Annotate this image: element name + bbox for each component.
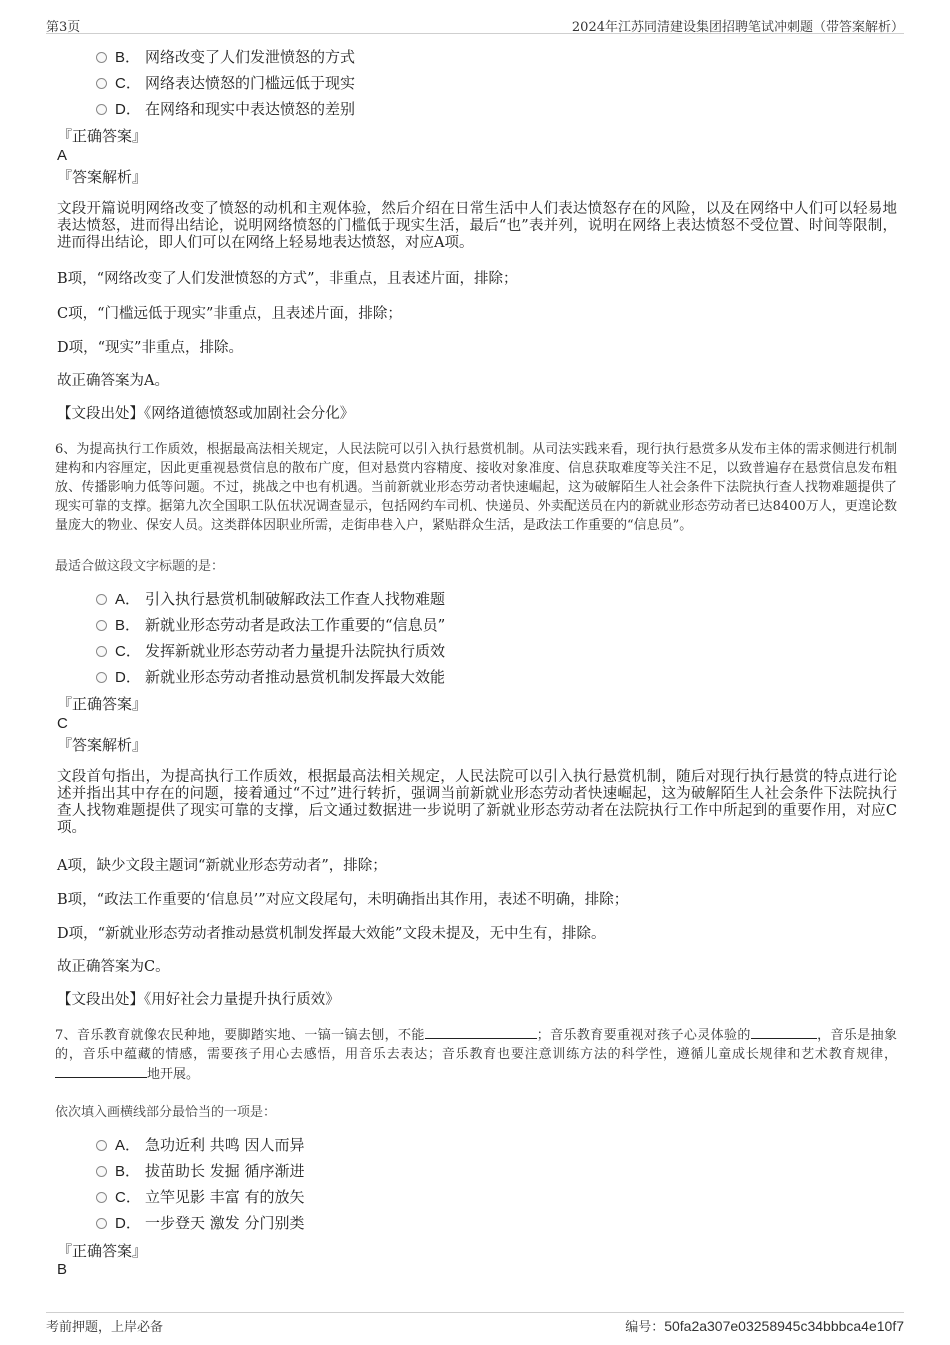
radio-icon[interactable]: [96, 1192, 107, 1203]
radio-icon[interactable]: [96, 672, 107, 683]
q7-option-b[interactable]: B． 拔苗助长 发掘 循序渐进: [96, 1160, 305, 1182]
q5-source: 【文段出处】《网络道德愤怒或加剧社会分化》: [57, 406, 355, 422]
q6-option-c[interactable]: C． 发挥新就业形态劳动者力量提升法院执行质效: [96, 640, 445, 662]
q5-correct-label: 『正确答案』: [57, 127, 148, 145]
q6-option-b[interactable]: B． 新就业形态劳动者是政法工作重要的“信息员”: [96, 614, 445, 636]
q6-analysis-label: 『答案解析』: [57, 736, 148, 754]
radio-icon[interactable]: [96, 1140, 107, 1151]
radio-icon[interactable]: [96, 104, 107, 115]
q5-option-d[interactable]: D． 在网络和现实中表达愤怒的差别: [96, 98, 355, 120]
footer-slogan: 考前押题，上岸必备: [46, 1320, 164, 1335]
q7-correct-label: 『正确答案』: [57, 1242, 148, 1260]
q7-prompt: 依次填入画横线部分最恰当的一项是：: [55, 1105, 277, 1120]
q7-option-a[interactable]: A． 急功近利 共鸣 因人而异: [96, 1134, 305, 1156]
q6-correct-label: 『正确答案』: [57, 695, 148, 713]
q5-answer: A: [57, 147, 68, 164]
radio-icon[interactable]: [96, 1218, 107, 1229]
q6-option-d[interactable]: D． 新就业形态劳动者推动悬赏机制发挥最大效能: [96, 666, 445, 688]
q5-analysis-label: 『答案解析』: [57, 168, 148, 186]
q7-stem: 7、音乐教育就像农民种地，要脚踏实地、一镐一镐去刨，不能 ；音乐教育要重视对孩子心灵体验的 ，音乐是抽象的，音乐中蕴藏的情感，需要孩子用心去感悟，用音乐去表达；音乐教育也要注意训练方法的科学性，遵循儿童成长规律和艺术教育规律，地开展。: [55, 1025, 897, 1084]
radio-icon[interactable]: [96, 594, 107, 605]
radio-icon[interactable]: [96, 1166, 107, 1177]
q6-analysis: 文段首句指出，为提高执行工作质效，根据最高法相关规定，人民法院可以引入执行悬赏机制，随后对现行执行悬赏的特点进行论述并指出其中存在的问题，接着通过“不过”进行转折，强调当前新就业形态劳动者快速崛起，这为破解陌生人社会条件下法院执行查人找物难题提供了现实可靠的支撑，后文通过数据进一步说明了新就业形态劳动者在法院执行工作中所起到的重要作用，对应C项。: [57, 769, 897, 836]
document-title: 2024年江苏同清建设集团招聘笔试冲刺题（带答案解析）: [571, 20, 904, 35]
q5-analysis: 文段开篇说明网络改变了愤怒的动机和主观体验，然后介绍在日常生活中人们表达愤怒存在的风险，以及在网络中人们可以轻易地表达愤怒，进而得出结论，说明网络愤怒的门槛低于现实生活，最后“也”表并列，说明在网络上表达愤怒不受位置、时间等限制，进而得出结论，即人们可以在网络上轻易地表达愤怒，对应A项。: [57, 201, 897, 251]
q6-note-d: D项，“新就业形态劳动者推动悬赏机制发挥最大效能”文段未提及，无中生有，排除。: [57, 926, 606, 942]
q5-note-b: B项，“网络改变了人们发泄愤怒的方式”，非重点，且表述片面，排除；: [57, 271, 518, 287]
q6-prompt: 最适合做这段文字标题的是：: [55, 559, 225, 574]
fill-blank-1: [425, 1025, 537, 1039]
q5-conclusion: 故正确答案为A。: [57, 373, 169, 389]
q6-answer: C: [57, 715, 68, 732]
q7-option-d[interactable]: D． 一步登天 激发 分门别类: [96, 1212, 305, 1234]
document-code: 编号：50fa2a307e03258945c34bbbca4e10f7: [625, 1318, 904, 1335]
q6-conclusion: 故正确答案为C。: [57, 959, 170, 975]
fill-blank-2: [751, 1025, 817, 1039]
q5-option-c[interactable]: C． 网络表达愤怒的门槛远低于现实: [96, 72, 355, 94]
q6-note-b: B项，“政法工作重要的‘信息员’”对应文段尾句，未明确指出其作用，表述不明确，排除；: [57, 892, 629, 908]
q5-note-c: C项，“门槛远低于现实”非重点，且表述片面，排除；: [57, 306, 402, 322]
q5-note-d: D项，“现实”非重点，排除。: [57, 340, 243, 356]
q6-option-a[interactable]: A． 引入执行悬赏机制破解政法工作查人找物难题: [96, 588, 445, 610]
q6-source: 【文段出处】《用好社会力量提升执行质效》: [57, 992, 340, 1008]
fill-blank-3: [55, 1064, 147, 1078]
page-number: 第3页: [46, 20, 81, 35]
q6-note-a: A项，缺少文段主题词“新就业形态劳动者”，排除；: [57, 858, 387, 874]
q6-stem: 6、为提高执行工作质效，根据最高法相关规定，人民法院可以引入执行悬赏机制。从司法实践来看，现行执行悬赏多从发布主体的需求侧进行机制建构和内容厘定，因此更重视悬赏信息的散布广度，但对悬赏内容精度、接收对象准度、信息获取难度等关注不足，以致普遍存在悬赏信息发布粗放、传播影响力低等问题。不过，挑战之中也有机遇。当前新就业形态劳动者快速崛起，这为破解陌生人社会条件下法院执行查人找物难题提供了现实可靠的支撑。据第九次全国职工队伍状况调查显示，包括网约车司机、快递员、外卖配送员在内的新就业形态劳动者已达8400万人，更遑论数量庞大的物业、保安人员。这类群体因职业所需，走街串巷入户，紧贴群众生活，是政法工作重要的“信息员”。: [55, 442, 897, 533]
radio-icon[interactable]: [96, 78, 107, 89]
q5-option-b[interactable]: B． 网络改变了人们发泄愤怒的方式: [96, 46, 355, 68]
radio-icon[interactable]: [96, 646, 107, 657]
q7-option-c[interactable]: C． 立竿见影 丰富 有的放矢: [96, 1186, 305, 1208]
page-header: [46, 16, 904, 34]
radio-icon[interactable]: [96, 52, 107, 63]
q7-answer: B: [57, 1261, 68, 1278]
page-footer: [46, 1312, 904, 1334]
radio-icon[interactable]: [96, 620, 107, 631]
